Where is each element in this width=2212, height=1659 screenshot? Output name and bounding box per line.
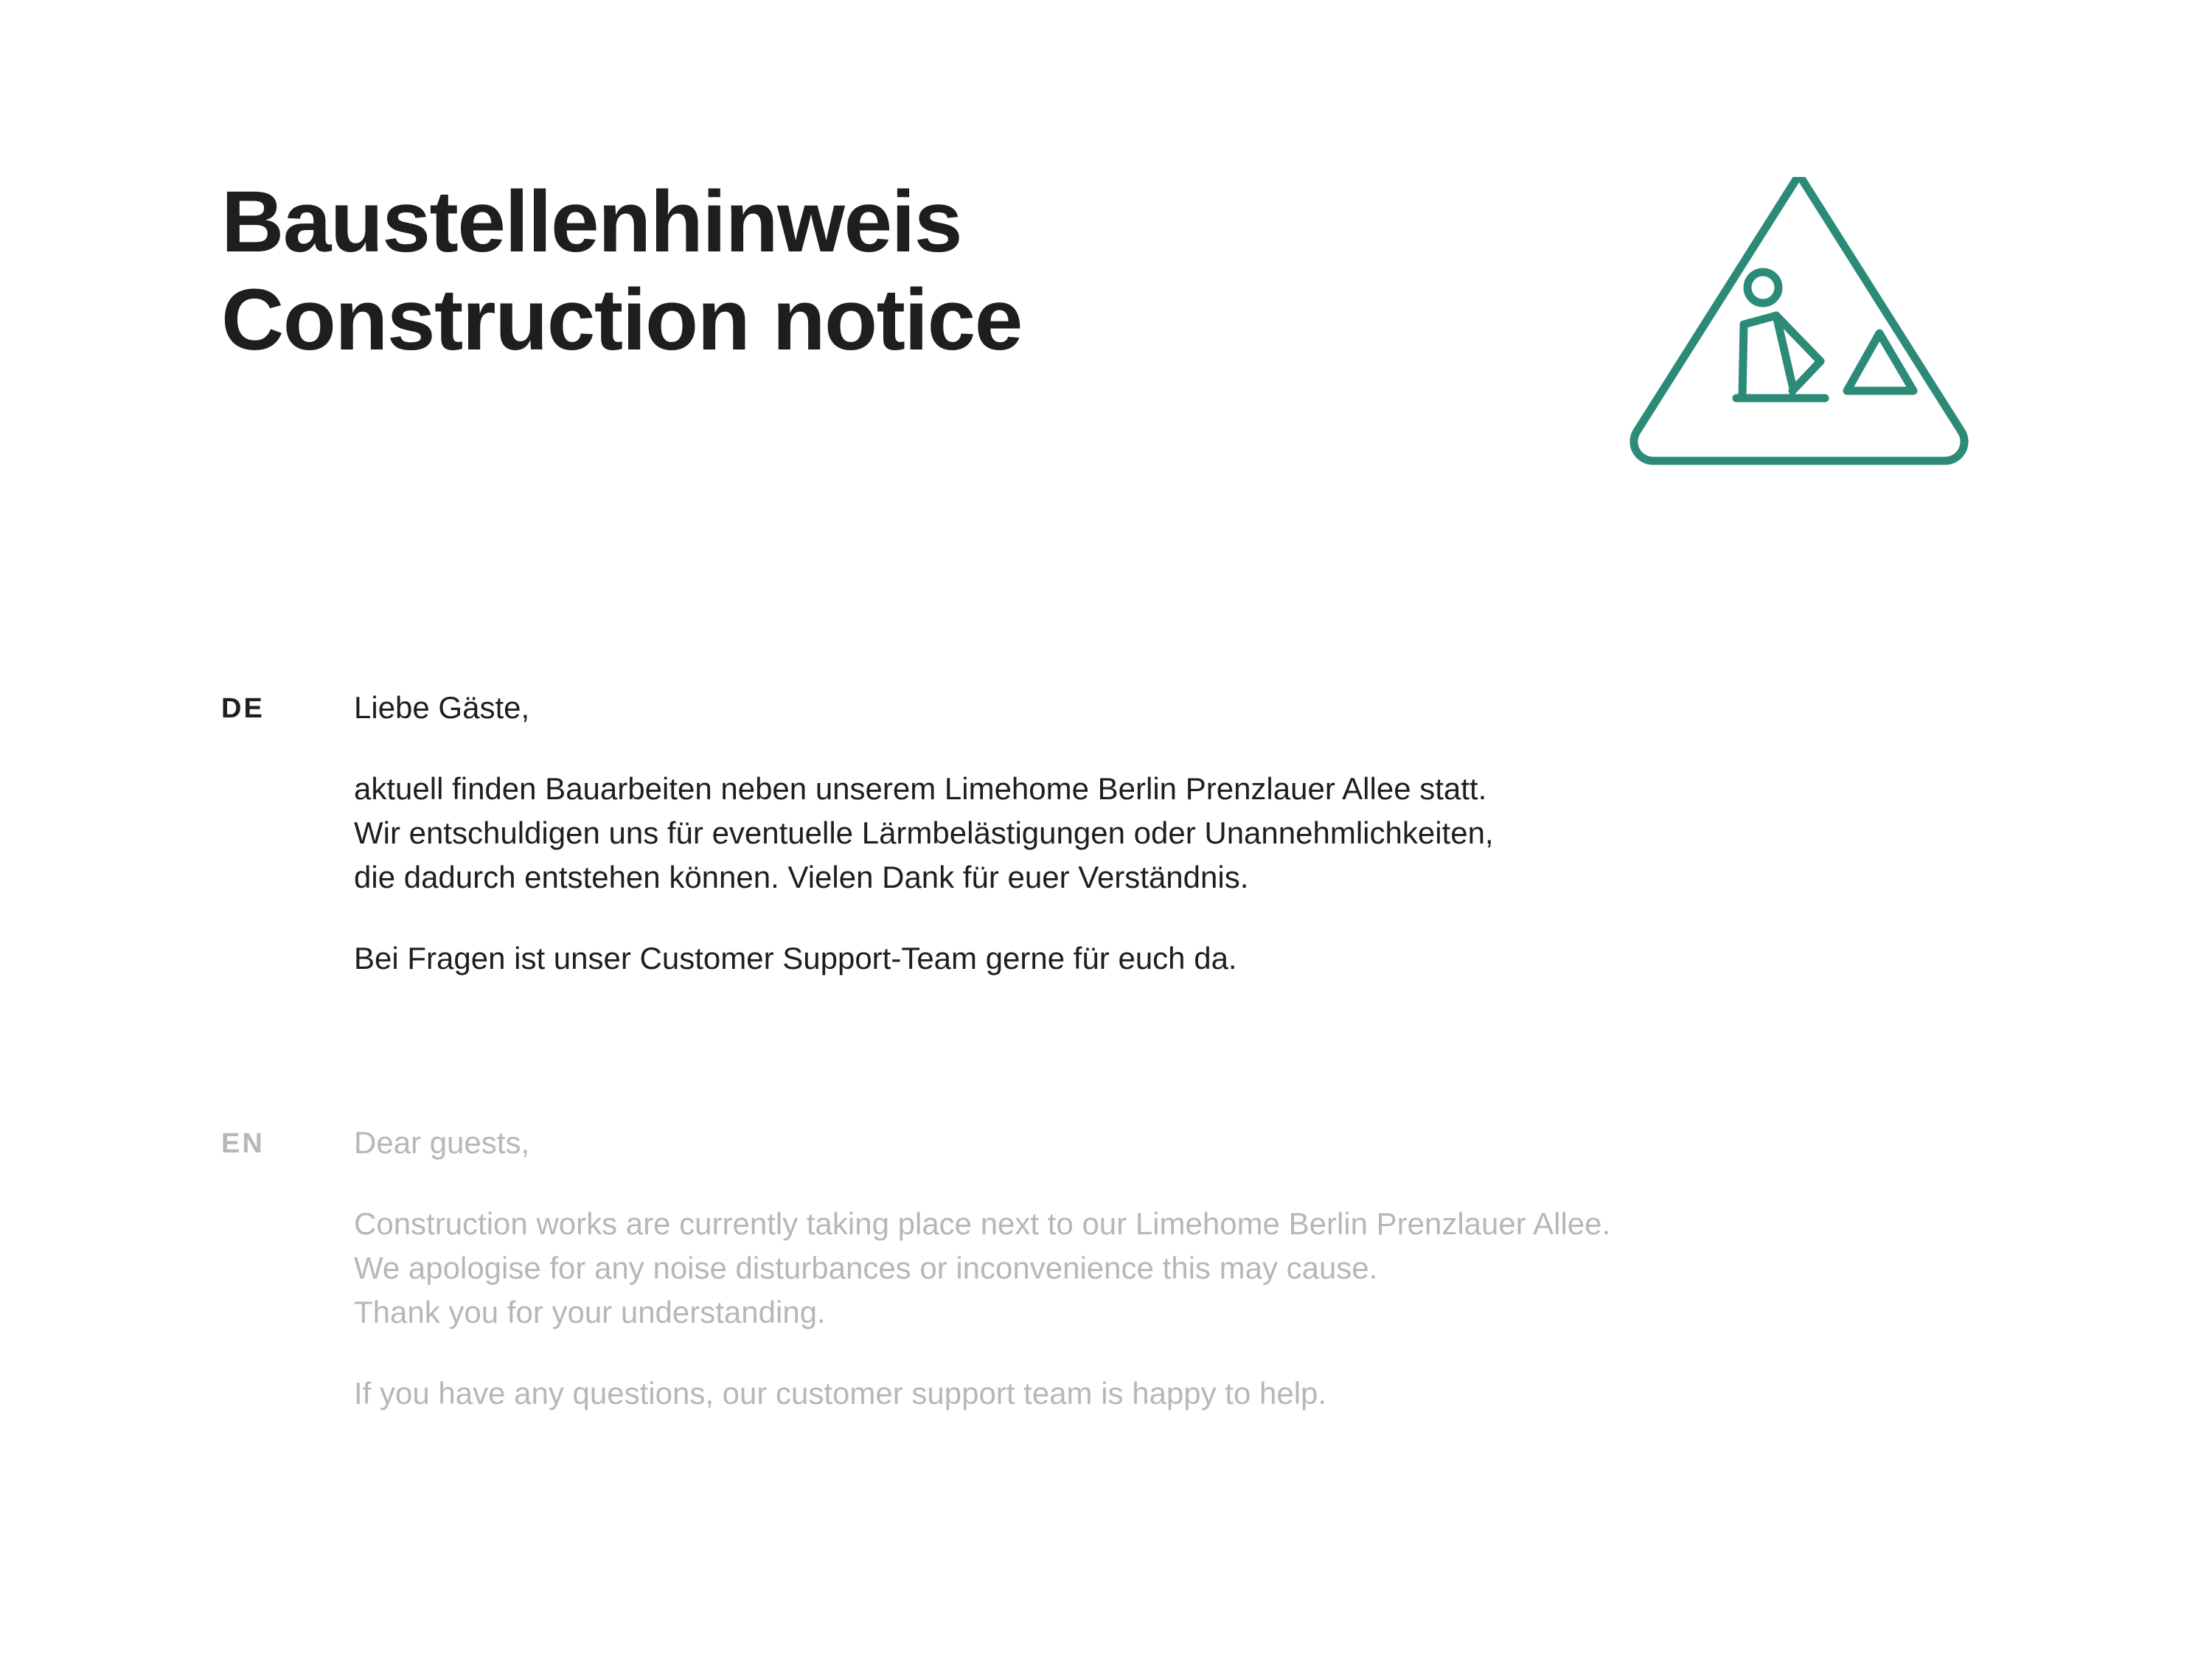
page-title [221,173,1022,370]
lang-tag-de: DE [221,693,265,724]
en-line-3: Thank you for your understanding. [354,1295,826,1330]
de-closing: Bei Fragen ist unser Customer Support-Team gerne für euch da. [354,941,1237,976]
de-line-3: die dadurch entstehen können. Vielen Dank für euer Verständnis. [354,860,1249,895]
de-greeting: Liebe Gäste, [354,690,530,725]
de-line-2: Wir entschuldigen uns für eventuelle Lärmbelästigungen oder Unannehmlichkeiten, [354,815,1494,851]
notice-body [221,686,2028,1416]
lang-tag-en: EN [221,1128,265,1160]
en-greeting: Dear guests, [354,1125,530,1161]
page-title-en: Construction notice [221,271,1022,369]
construction-warning-triangle-icon [1626,177,1972,476]
section-en-body [354,1121,2028,1416]
section-de-body [354,686,2028,981]
de-line-1: aktuell finden Bauarbeiten neben unserem Limehome Berlin Prenzlauer Allee statt. [354,771,1487,807]
en-line-1: Construction works are currently taking place next to our Limehome Berlin Prenzlauer Allee. [354,1206,1611,1242]
notice-header [221,173,1991,476]
en-closing: If you have any questions, our customer support team is happy to help. [354,1376,1327,1411]
section-de [221,686,2028,981]
de-paragraph [354,767,2028,900]
en-line-2: We apologise for any noise disturbances or inconvenience this may cause. [354,1251,1378,1286]
en-paragraph [354,1202,2028,1335]
page-title-de: Baustellenhinweis [221,173,962,271]
section-en [221,1121,2028,1416]
